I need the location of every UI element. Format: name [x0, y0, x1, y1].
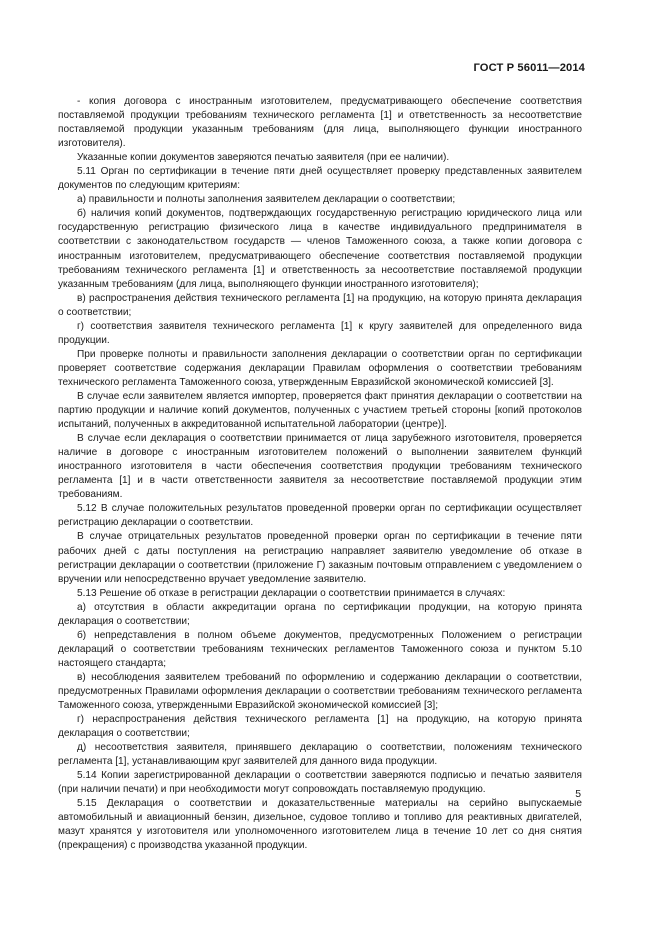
- paragraph: 5.13 Решение об отказе в регистрации декларации о соответствии принимается в случаях:: [77, 587, 506, 599]
- paragraph: д) несоответствия заявителя, принявшего декларацию о соответствии, положениям технического регламента [1], устанавливающим круг заявителей для данного вида продукции.: [58, 742, 582, 768]
- page-number: 5: [575, 789, 581, 800]
- paragraph: 5.11 Орган по сертификации в течение пяти дней осуществляет проверку представленных заявителем документов по следующим критериям:: [58, 166, 582, 192]
- paragraph: в) несоблюдения заявителем требований по оформлению и содержанию декларации о соответствии, предусмотренных Правилами оформления декларации о соответствии требованиям технического регламента Таможенного союза, утвержденными Евразийской экономической комиссией [3];: [58, 671, 582, 712]
- document-body: [58, 95, 582, 854]
- paragraph: а) отсутствия в области аккредитации органа по сертификации продукции, на которую принята декларация о соответствии;: [58, 601, 582, 627]
- paragraph: При проверке полноты и правильности заполнения декларации о соответствии орган по сертификации проверяет соответствие содержания декларации Правилам оформления о соответствии требованиям технического регламента Таможенного союза, утвержденным Евразийской экономической комиссией [3].: [58, 348, 582, 388]
- paragraph: - копия договора с иностранным изготовителем, предусматривающего обеспечение соответствия поставляемой продукции требованиям технического регламента [1] и ответственность за несоответствие поставляемой продукции указанным требованиям (для лица, выполняющего функции иностранного изготовителя).: [58, 96, 582, 150]
- paragraph: а) правильности и полноты заполнения заявителем декларации о соответствии;: [77, 194, 456, 206]
- paragraph: 5.15 Декларация о соответствии и доказательственные материалы на серийно выпускаемые автомобильный и авиационный бензин, дизельное, судовое топливо и топливо для реактивных двигателей, мазут хранятся у изготовителя или уполномоченного изготовителем лица в течение 10 лет со дня снятия (прекращения) с производства указанной продукции.: [58, 798, 582, 852]
- paragraph: В случае если заявителем является импортер, проверяется факт принятия декларации о соответствии на партию продукции и наличие копий документов, полученных с участием третьей стороны [копий протоколов испытаний, полученных в аккредитованной испытательной лаборатории (центре)].: [58, 390, 582, 431]
- paragraph: б) наличия копий документов, подтверждающих государственную регистрацию юридического лица или государственную регистрацию физического лица в качестве индивидуального предпринимателя в соответствии с законодательством государств — членов Таможенного союза, а также копии договора с иностранным изготовителем, предусматривающего обеспечение соответствия поставляемой продукции требованиям технического регламента [1] и ответственность за несоответствие поставляемой продукции указанным требованиям (для лица, выполняющего функции иностранного изготовителя);: [58, 208, 582, 290]
- paragraph: г) нераспространения действия технического регламента [1] на продукцию, на которую принята декларация о соответствии;: [58, 714, 582, 740]
- paragraph: 5.12 В случае положительных результатов проведенной проверки орган по сертификации осуществляет регистрацию декларации о соответствии.: [58, 503, 582, 529]
- paragraph: Указанные копии документов заверяются печатью заявителя (при ее наличии).: [77, 152, 450, 164]
- paragraph: 5.14 Копии зарегистрированной декларации о соответствии заверяются подписью и печатью заявителя (при наличии печати) и при необходимости могут сопровождать поставляемую продукцию.: [58, 770, 582, 796]
- paragraph: В случае если декларация о соответствии принимается от лица зарубежного изготовителя, проверяется наличие в договоре с иностранным изготовителем положений о выполнении заявителем функций иностранного изготовителя в части обеспечения соответствия продукции требованиям технического регламента [1] и в части ответственности заявителя за несоответствие поставляемой продукции этим требованиям.: [58, 433, 582, 501]
- document-header: ГОСТ Р 56011—2014: [473, 62, 585, 74]
- paragraph: в) распространения действия технического регламента [1] на продукцию, на которую принята декларация о соответствии;: [58, 292, 582, 318]
- paragraph: В случае отрицательных результатов проведенной проверки орган по сертификации в течение пяти рабочих дней с даты поступления на регистрацию направляет заявителю уведомление об отказе в регистрации декларации о соответствии (приложение Г) заказным почтовым отправлением с уведомлением о вручении или непосредственно вручает уведомление заявителю.: [58, 531, 582, 585]
- paragraph: б) непредставления в полном объеме документов, предусмотренных Положением о регистрации деклараций о соответствии требованиям технических регламентов Таможенного союза и пунктом 5.10 настоящего стандарта;: [58, 629, 582, 669]
- paragraph: г) соответствия заявителя технического регламента [1] к кругу заявителей для определенного вида продукции.: [58, 320, 582, 346]
